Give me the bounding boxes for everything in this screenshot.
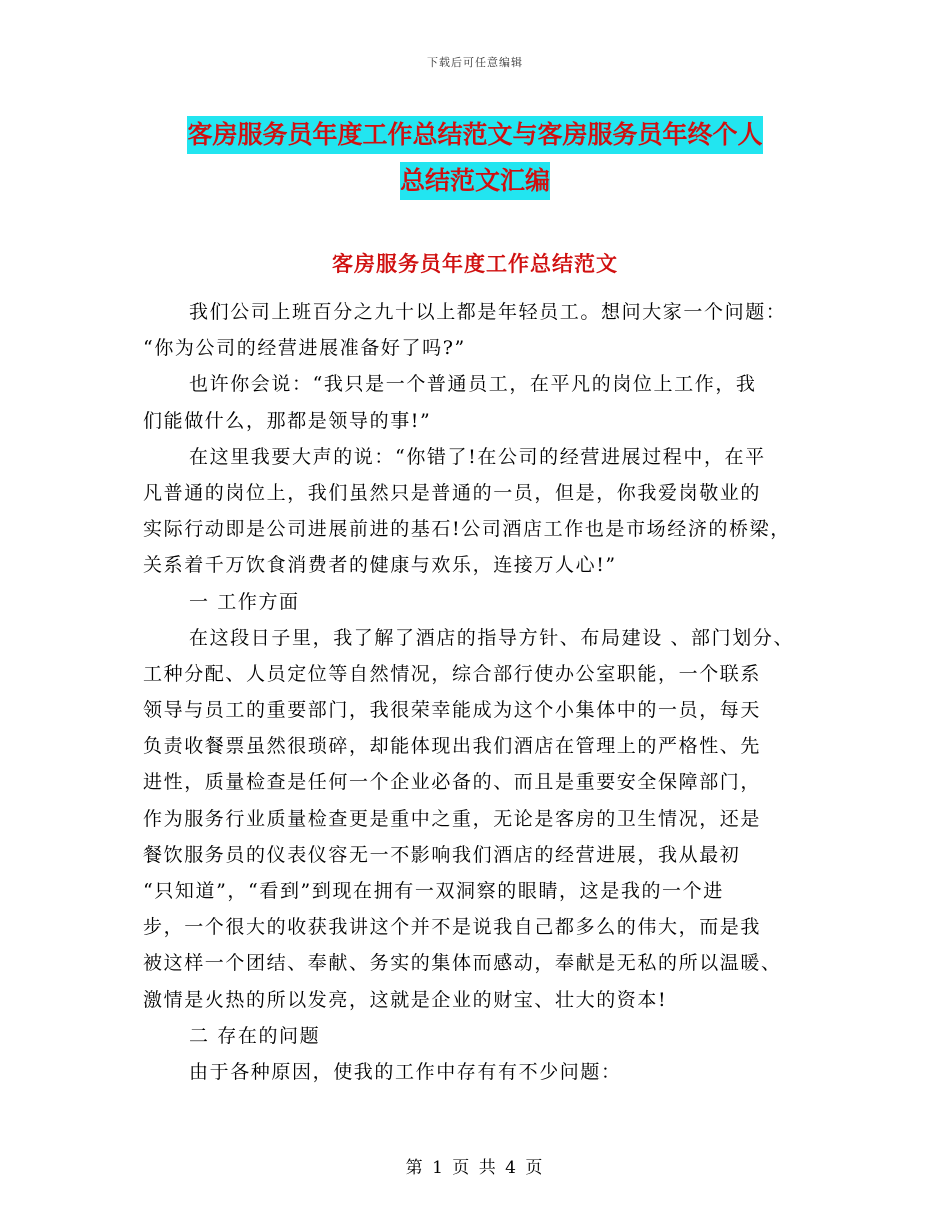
body-line: 由于各种原因，使我的工作中存有有不少问题： bbox=[189, 1060, 622, 1083]
subheading: 二 存在的问题 bbox=[189, 1024, 321, 1047]
body-line: 凡普通的岗位上，我们虽然只是普通的一员，但是，你我爱岗敬业的 bbox=[143, 481, 762, 504]
body-line: 在这段日子里，我了解了酒店的指导方针、布局建设 、部门划分、 bbox=[189, 626, 795, 649]
body-line: 领导与员工的重要部门，我很荣幸能成为这个小集体中的一员，每天 bbox=[143, 699, 762, 722]
body-line: 被这样一个团结、奉献、务实的集体而感动，奉献是无私的所以温暖、 bbox=[143, 952, 782, 975]
subheading: 一 工作方面 bbox=[189, 590, 300, 613]
page-number: 第 1 页 共 4 页 bbox=[405, 1158, 545, 1178]
body-line: 我们公司上班百分之九十以上都是年轻员工。想问大家一个问题： bbox=[189, 301, 787, 323]
body-line: 实际行动即是公司进展前进的基石!公司酒店工作也是市场经济的桥梁， bbox=[143, 518, 791, 541]
body-line: 作为服务行业质量检查更是重中之重，无论是客房的卫生情况，还是 bbox=[143, 807, 762, 830]
body-line: 激情是火热的所以发亮，这就是企业的财宝、壮大的资本! bbox=[143, 988, 668, 1011]
body-line: 关系着千万饮食消费者的健康与欢乐，连接万人心!” bbox=[143, 554, 617, 577]
document-title bbox=[0, 112, 950, 204]
section-title: 客房服务员年度工作总结范文 bbox=[332, 252, 618, 276]
body-line: “你为公司的经营进展准备好了吗?” bbox=[143, 337, 466, 360]
body-line: 步，一个很大的收获我讲这个并不是说我自己都多么的伟大，而是我 bbox=[143, 916, 762, 939]
body-text bbox=[143, 294, 833, 1090]
body-line: “只知道”，“看到”到现在拥有一双洞察的眼睛，这是我的一个进 bbox=[143, 880, 724, 902]
body-line: 进性，质量检查是任何一个企业必备的、而且是重要安全保障部门， bbox=[143, 771, 762, 794]
body-line: 负责收餐票虽然很琐碎，却能体现出我们酒店在管理上的严格性、先 bbox=[143, 735, 762, 758]
body-line: 工种分配、人员定位等自然情况，综合部行使办公室职能，一个联系 bbox=[143, 662, 762, 685]
body-line: 们能做什么，那都是领导的事!” bbox=[143, 409, 432, 432]
body-line: 在这里我要大声的说：“你错了!在公司的经营进展过程中，在平 bbox=[189, 445, 766, 468]
body-line: 餐饮服务员的仪表仪容无一不影响我们酒店的经营进展，我从最初 bbox=[143, 843, 741, 866]
title-line-1: 客房服务员年度工作总结范文与客房服务员年终个人 bbox=[187, 116, 762, 154]
header-note: 下载后可任意编辑 bbox=[427, 56, 523, 69]
body-line: 也许你会说：“我只是一个普通员工，在平凡的岗位上工作，我 bbox=[189, 373, 757, 396]
title-line-2: 总结范文汇编 bbox=[400, 162, 550, 200]
